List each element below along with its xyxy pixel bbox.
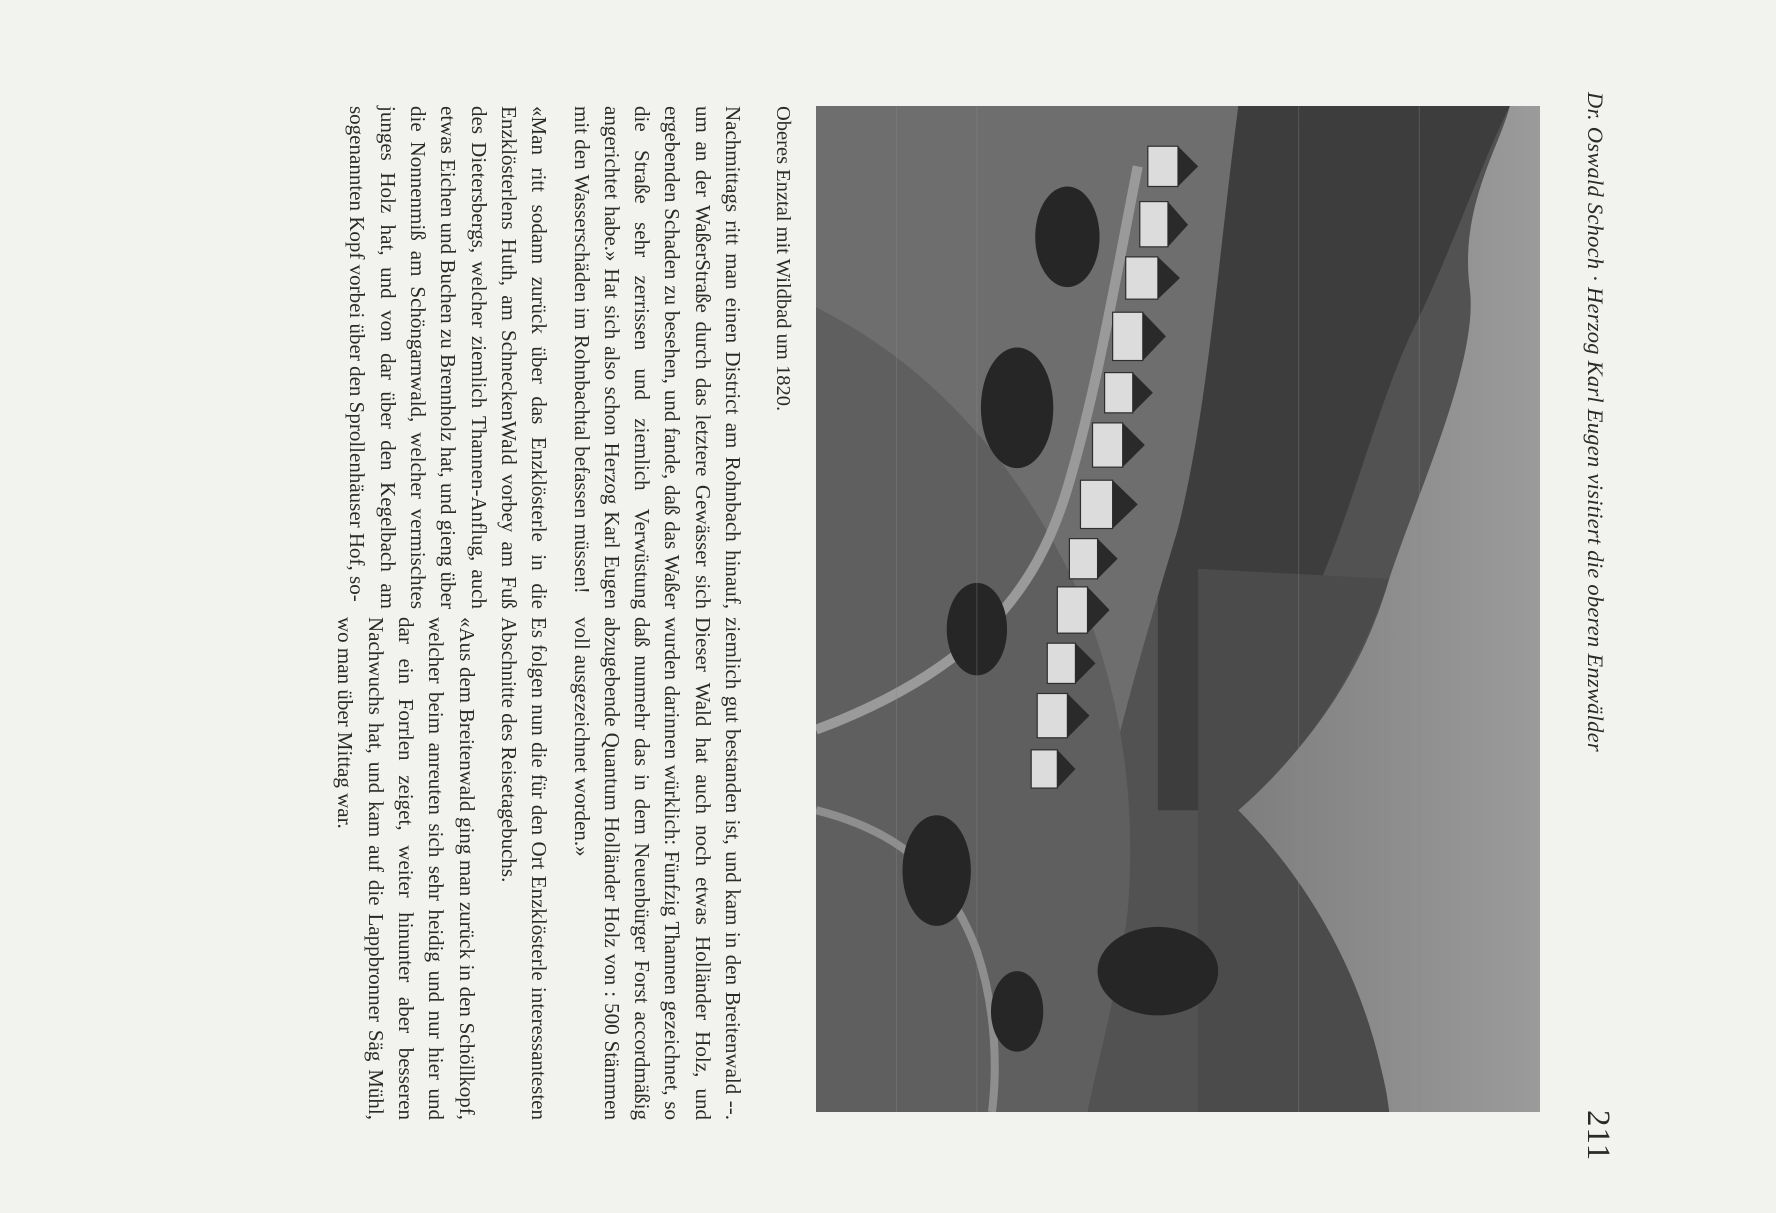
running-header: Dr. Oswald Schoch · Herzog Karl Eugen visitiert die oberen Enzwälder — [1583, 92, 1608, 752]
text-column-left — [342, 106, 748, 609]
paragraph: ziemlich gut bestanden ist, und kam in den Breitenwald --. Dieser Wald hat auch noch etwas Holländer Holz, und wurden darinnen würklich: Fünfzig Thannen gezeichnet, so daß nunmehr das in dem Neuenbürger Forst accordmäßig abzugebende Quantum Holländer Holz von : 500 Stämmen voll ausgezeichnet worden.» — [569, 617, 745, 1120]
paragraph: Es folgen nun die für den Ort Enzklösterle interessantesten Abschnitte des Reisetagebuchs. — [496, 617, 552, 1120]
text-column-right — [330, 617, 748, 1120]
page-number: 211 — [1580, 1110, 1616, 1162]
figure-caption: Oberes Enztal mit Wildbad um 1820. — [772, 106, 794, 412]
valley-engraving — [816, 106, 1540, 1112]
paragraph: Nachmittags ritt man einen District am Rohnbach hinauf, um an der WaßerStraße durch das letztere Gewässer sich ergebenden Schaden zu besehen, und fande, daß das Waßer die Straße sehr zerrissen und ziemlich Verwüstung angerichtet habe.» Hat sich also schon Herzog Karl Eugen mit den Wasserschäden im Rohnbachtal befassen müssen! — [569, 106, 745, 609]
engraving-illustration — [816, 106, 1540, 1112]
paragraph: «Aus dem Breitenwald ging man zurück in den Schöllkopf, welcher beim anreuten sich sehr heidig und nur hier und dar ein Forrlen zeiget, weiter hinunter aber besseren Nachwuchs hat, und kam auf die Lappbronner Säg Mühl, wo man über Mittag war. — [333, 617, 479, 1120]
paragraph: «Man ritt sodann zurück über das Enzklösterle in die Enzklösterlens Huth, am SchneckenWald vorbey am Fuß des Dietersbergs, welcher ziemlich Thannen-Anflug, auch etwas Eichen und Buchen zu Brennholz hat, und gieng über die Nonnenmiß am Schöngarnwald, welcher vermischtes junges Holz hat, und von dar über den Kegelbach am sogenannten Kopf vorbei über den Sprollenhäuser Hof, so- — [345, 106, 552, 609]
